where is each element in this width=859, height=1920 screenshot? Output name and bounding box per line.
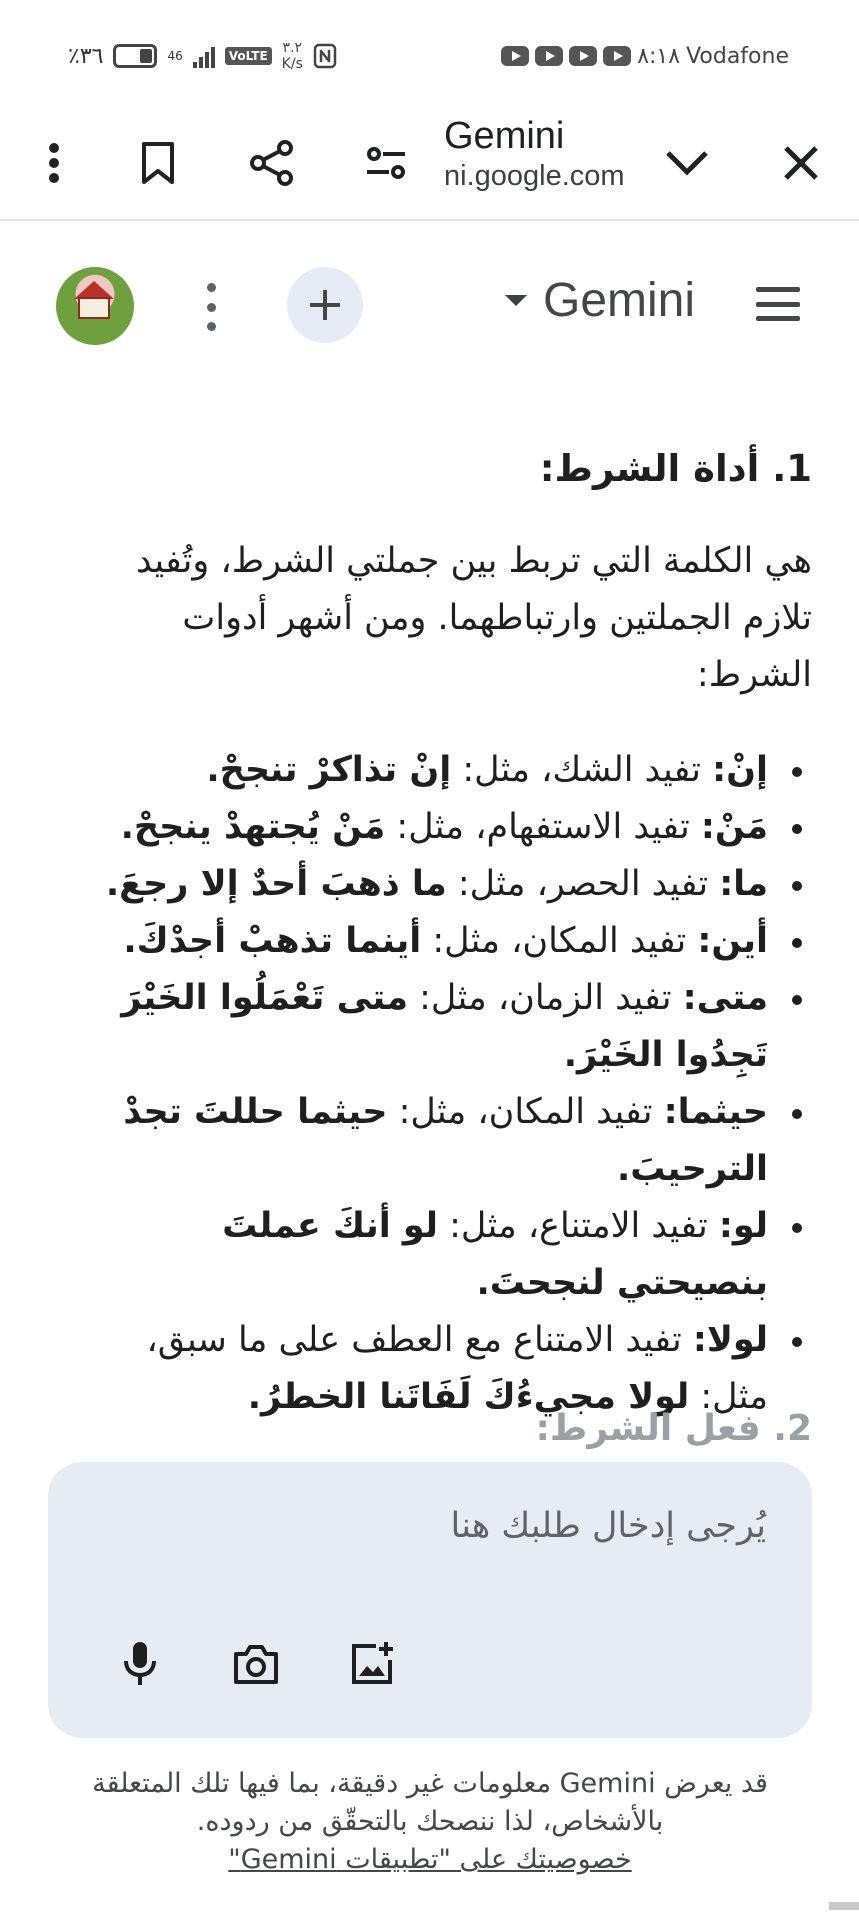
hamburger-menu-button[interactable] <box>756 287 800 321</box>
list-item <box>70 913 768 970</box>
item-description: تفيد الامتناع مع العطف على ما سبق، مثل: <box>146 1320 768 1417</box>
close-tab-button[interactable] <box>769 131 833 195</box>
page-settings-icon <box>365 143 407 183</box>
item-description: تفيد المكان، مثل: <box>387 1092 664 1132</box>
kebab-dot <box>207 283 216 292</box>
nfc-icon <box>313 43 337 69</box>
youtube-icon <box>501 46 529 66</box>
battery-fill <box>140 49 152 63</box>
item-example: متى تَعْمَلُوا الخَيْرَ تَجِدُوا الخَيْرَ. <box>121 978 768 1075</box>
section-heading-next: 2. فعل الشرط: <box>535 1408 812 1449</box>
conditional-tools-list <box>70 742 812 1426</box>
youtube-icon <box>603 46 631 66</box>
item-term: إنْ: <box>712 750 768 790</box>
item-description: تفيد الاستفهام، مثل: <box>385 807 701 847</box>
clock: ٨:١٨ <box>637 43 681 69</box>
status-left <box>68 36 337 76</box>
item-description: تفيد الحصر، مثل: <box>446 864 720 904</box>
tab-page-url: ni.google.com <box>444 160 625 192</box>
status-bar <box>0 0 859 105</box>
kebab-dot <box>207 322 216 331</box>
prompt-input[interactable]: يُرجى إدخال طلبك هنا <box>450 1506 766 1546</box>
mic-icon <box>120 1640 160 1688</box>
kebab-menu-icon <box>48 143 60 183</box>
status-right <box>501 36 789 76</box>
microphone-button[interactable] <box>108 1632 172 1696</box>
add-image-button[interactable] <box>340 1632 404 1696</box>
minimize-button[interactable] <box>655 131 719 195</box>
disclaimer-text: قد يعرض Gemini معلومات غير دقيقة، بما فيها تلك المتعلقة بالأشخاص، لذا ننصحك بالتحقّق من ردوده. <box>92 1768 768 1837</box>
bookmark-icon <box>140 141 176 185</box>
privacy-link[interactable]: خصوصيتك على "تطبيقات Gemini" <box>228 1844 632 1875</box>
list-item <box>70 742 768 799</box>
hamburger-line <box>756 316 800 321</box>
item-term: ما: <box>719 864 768 904</box>
overflow-menu-button[interactable] <box>22 131 86 195</box>
section-intro: هي الكلمة التي تربط بين جملتي الشرط، وتُفيد تلازم الجملتين وارتباطهما. ومن أشهر أدوات الشرط: <box>136 541 812 695</box>
item-description: تفيد الزمان، مثل: <box>408 978 683 1018</box>
prompt-input-box[interactable] <box>48 1462 812 1738</box>
tab-title-block[interactable] <box>444 115 644 193</box>
app-header <box>0 225 859 385</box>
item-term: لولا: <box>692 1320 768 1360</box>
bookmark-button[interactable] <box>126 131 190 195</box>
item-example: أينما تذهبْ أجدْكَ. <box>123 921 422 961</box>
list-item <box>70 799 768 856</box>
list-item <box>70 1084 768 1198</box>
item-term: لو: <box>718 1206 768 1246</box>
chevron-down-icon <box>665 149 709 177</box>
battery-percent: ٪٣٦ <box>68 43 104 69</box>
item-description: تفيد المكان، مثل: <box>421 921 698 961</box>
close-icon <box>783 145 819 181</box>
disclaimer <box>80 1765 780 1879</box>
network-type: 46 <box>167 49 183 63</box>
item-term: متى: <box>682 978 768 1018</box>
tab-page-title: Gemini <box>444 115 565 157</box>
list-item <box>70 1198 768 1312</box>
battery-icon <box>113 44 157 68</box>
camera-button[interactable] <box>224 1632 288 1696</box>
item-description: تفيد الشك، مثل: <box>451 750 713 790</box>
item-example: لولا مجيءُكَ لَفَاتَنا الخطرُ. <box>247 1377 690 1417</box>
item-term: حيثما: <box>663 1092 768 1132</box>
item-example: إنْ تذاكرْ تنجحْ. <box>206 750 452 790</box>
custom-tab-toolbar <box>0 105 859 221</box>
youtube-icon <box>535 46 563 66</box>
item-example: مَنْ يُجتهدْ ينجحْ. <box>120 807 386 847</box>
item-example: حيثما حللتَ تجدْ الترحيبَ. <box>123 1092 768 1189</box>
share-button[interactable] <box>240 131 304 195</box>
add-image-icon <box>348 1640 396 1688</box>
share-icon <box>249 140 295 186</box>
youtube-icon <box>569 46 597 66</box>
item-example: لو أنكَ عملتَ بنصيحتي لنجحتَ. <box>222 1206 768 1303</box>
item-description: تفيد الامتناع، مثل: <box>438 1206 719 1246</box>
list-item <box>70 856 768 913</box>
model-label: Gemini <box>543 274 696 327</box>
page-info-button[interactable] <box>354 131 418 195</box>
section-heading: 1. أداة الشرط: <box>539 447 812 490</box>
network-speed <box>282 40 303 72</box>
camera-icon <box>232 1642 280 1686</box>
volte-badge: VoLTE <box>225 47 272 65</box>
item-example: ما ذهبَ أحدٌ إلا رجعَ. <box>105 864 447 904</box>
model-switcher[interactable] <box>505 273 695 328</box>
caret-down-icon <box>505 295 527 306</box>
list-item <box>70 970 768 1084</box>
scrollbar-thumb[interactable] <box>829 1902 859 1910</box>
signal-icon <box>193 44 215 68</box>
avatar-house <box>78 297 110 319</box>
speed-unit: K/s <box>281 56 303 72</box>
new-chat-button[interactable] <box>287 267 363 343</box>
hamburger-line <box>756 287 800 292</box>
input-actions <box>108 1632 404 1696</box>
kebab-dot <box>207 303 216 312</box>
carrier-name: Vodafone <box>686 43 789 69</box>
response-content <box>70 420 812 1426</box>
avatar[interactable] <box>56 267 134 345</box>
hamburger-line <box>756 302 800 307</box>
item-term: مَنْ: <box>700 807 768 847</box>
app-menu-button[interactable] <box>196 283 226 331</box>
speed-value: ٣.٢ <box>282 40 303 56</box>
item-term: أين: <box>697 921 768 961</box>
plus-icon <box>308 288 342 322</box>
